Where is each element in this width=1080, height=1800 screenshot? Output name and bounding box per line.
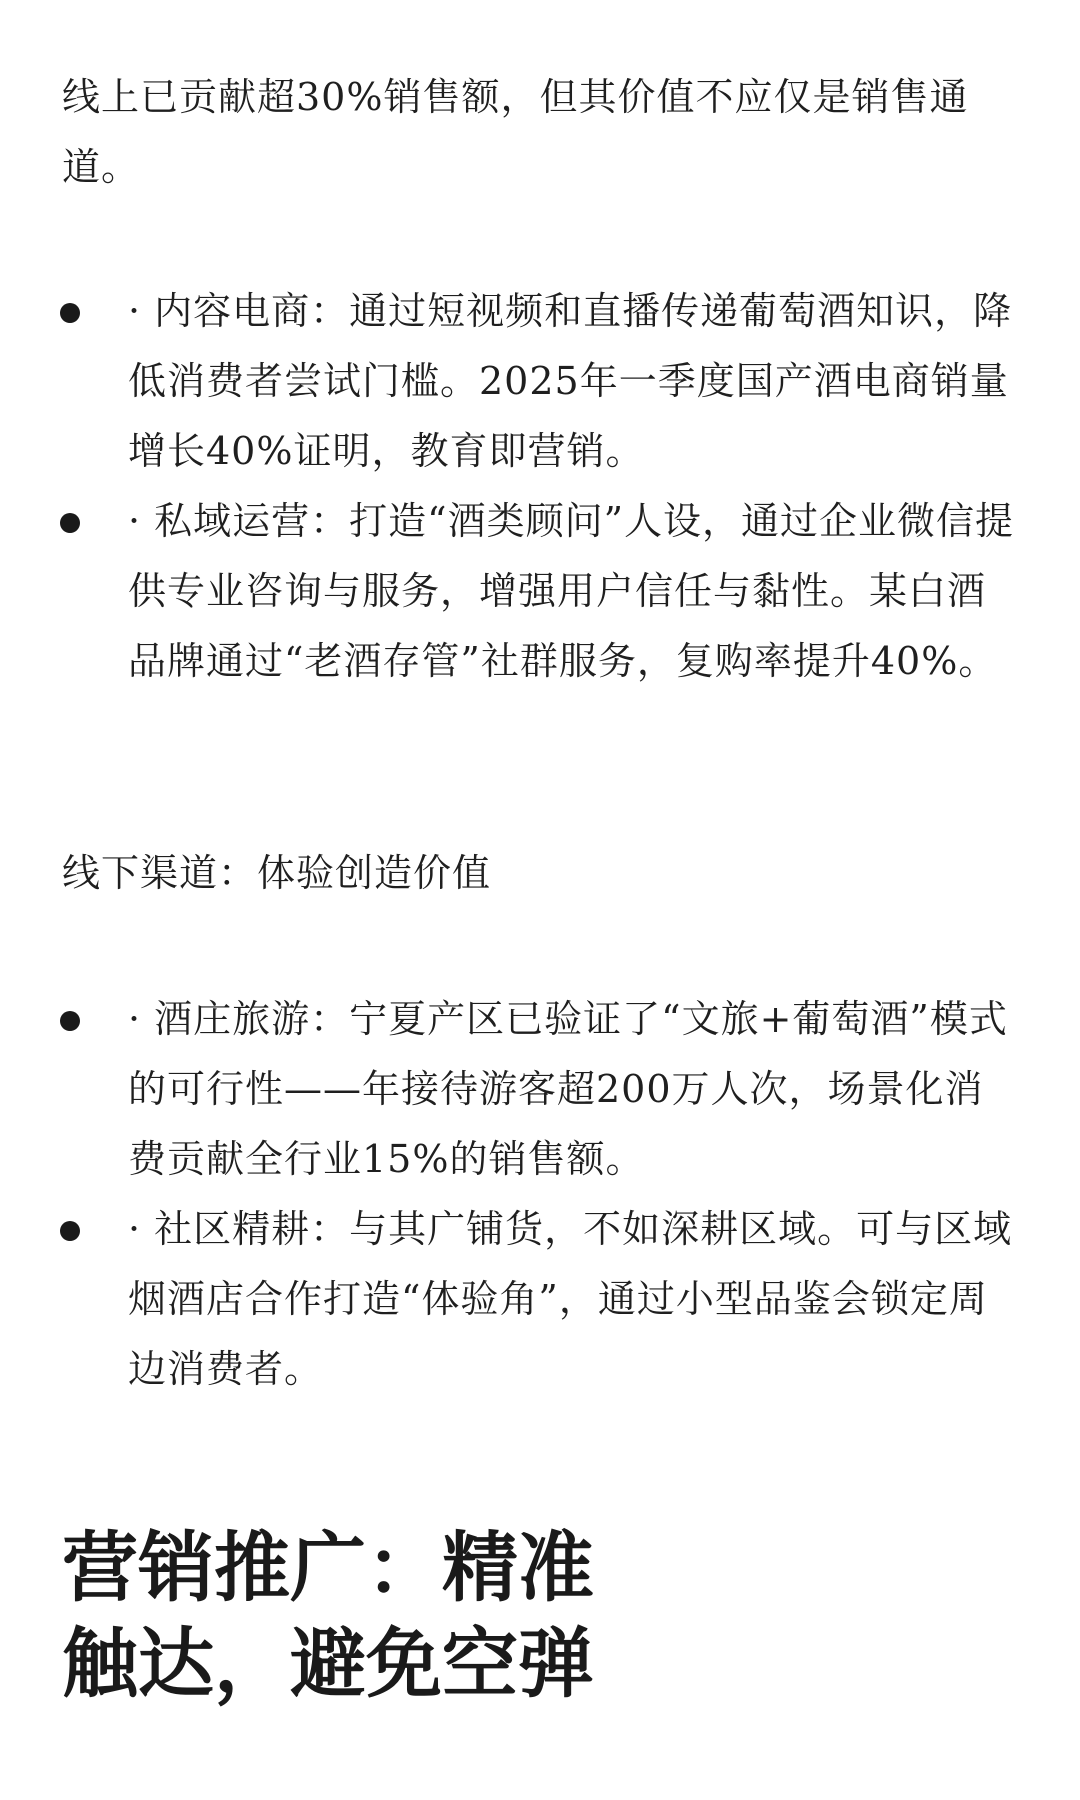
offline-channel-heading: 线下渠道：体验创造价值 xyxy=(62,851,492,895)
section-title-line-1: 营销推广：精准 xyxy=(62,1523,594,1612)
offline-channel-list xyxy=(0,984,1080,1404)
bullet-dot-icon xyxy=(60,1011,80,1031)
list-item-text: · 内容电商：通过短视频和直播传递葡萄酒知识，降低消费者尝试门槛。2025年一季度国产酒电商销量增长40%证明，教育即营销。 xyxy=(128,289,1013,473)
list-item xyxy=(0,486,1018,696)
bullet-dot-icon xyxy=(60,1221,80,1241)
list-item-text: · 私域运营：打造“酒类顾问”人设，通过企业微信提供专业咨询与服务，增强用户信任与黏性。某白酒品牌通过“老酒存管”社群服务，复购率提升40%。 xyxy=(128,499,1015,683)
bullet-dot-icon xyxy=(60,513,80,533)
list-item-text: · 酒庄旅游：宁夏产区已验证了“文旅+葡萄酒”模式的可行性——年接待游客超200万人次，场景化消费贡献全行业15%的销售额。 xyxy=(128,997,1008,1181)
section-title xyxy=(62,1520,622,1712)
online-channel-list xyxy=(0,276,1080,696)
list-item xyxy=(0,984,1018,1194)
bullet-dot-icon xyxy=(60,303,80,323)
section-title-line-2: 触达，避免空弹 xyxy=(62,1619,594,1708)
list-item xyxy=(0,1194,1018,1404)
list-item-text: · 社区精耕：与其广铺货，不如深耕区域。可与区域烟酒店合作打造“体验角”，通过小型品鉴会锁定周边消费者。 xyxy=(128,1207,1013,1391)
intro-paragraph: 线上已贡献超30%销售额，但其价值不应仅是销售通道。 xyxy=(62,75,969,189)
list-item xyxy=(0,276,1018,486)
